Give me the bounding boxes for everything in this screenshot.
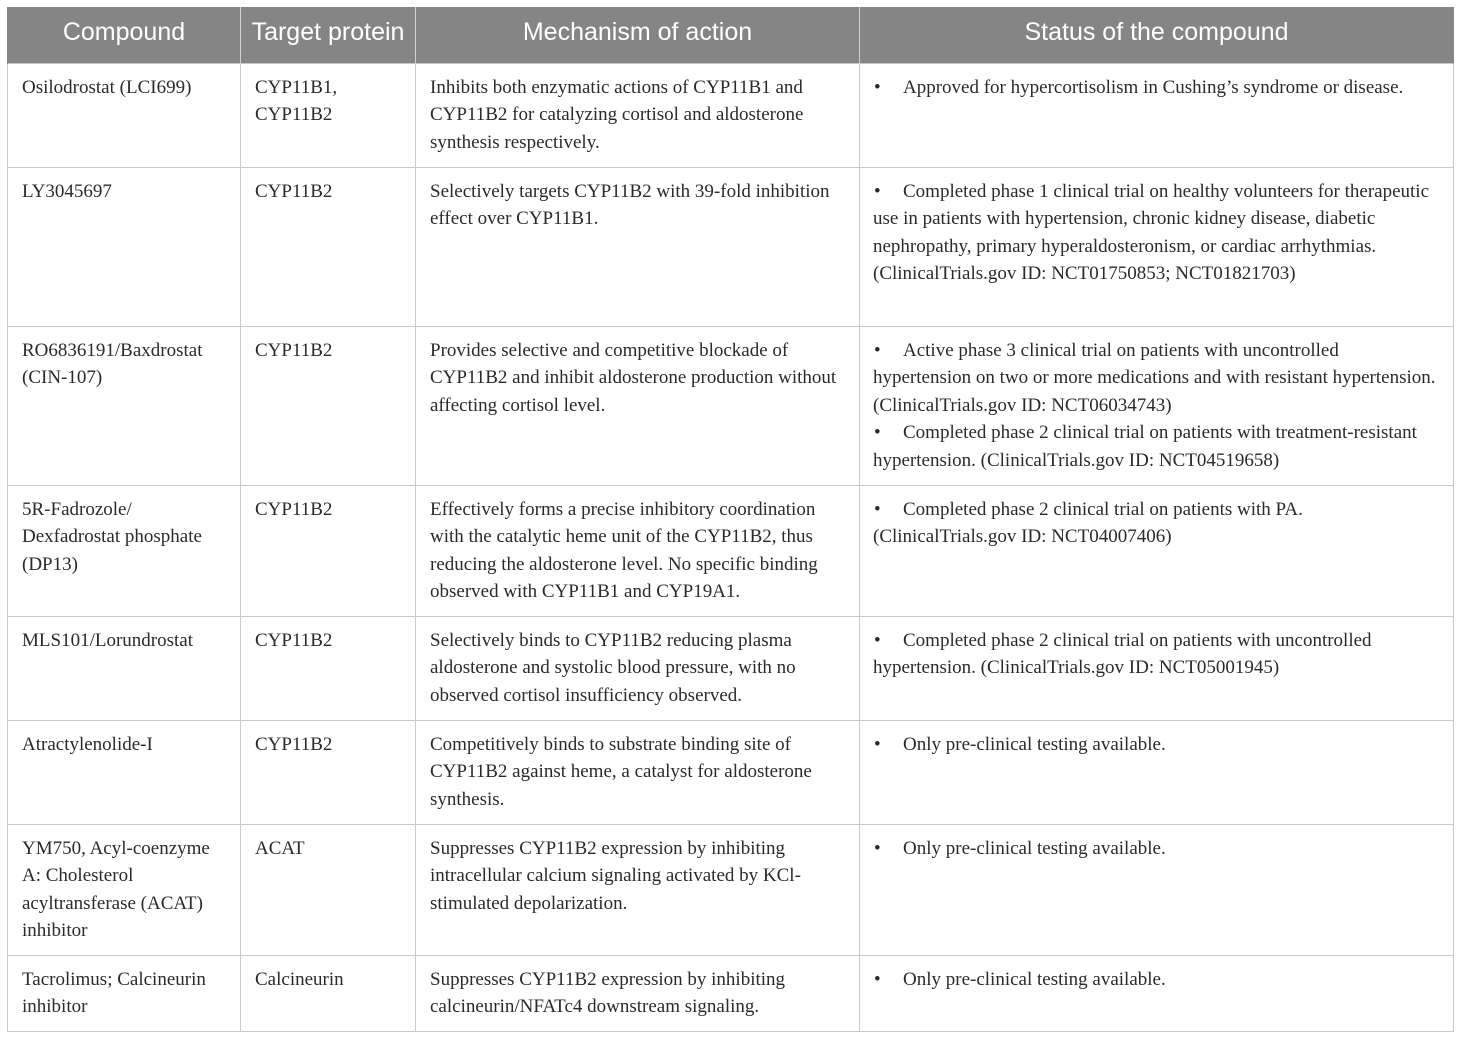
table-row xyxy=(8,167,1454,326)
bullet-icon: • xyxy=(874,498,881,520)
status-cell xyxy=(860,485,1454,616)
compound-cell: Atractylenolide-I xyxy=(8,720,241,824)
table-row xyxy=(8,326,1454,485)
status-cell xyxy=(860,63,1454,167)
bullet-icon: • xyxy=(874,422,881,443)
mechanism-cell: Effectively forms a precise inhibitory coordination with the catalytic heme unit of the CYP11B2, thus reducing the aldosterone level. No specific binding observed with CYP11B1 and CYP19A1. xyxy=(416,485,860,616)
status-item: • Completed phase 2 clinical trial on patients with PA. (ClinicalTrials.gov ID: NCT04007406) xyxy=(873,496,1439,551)
table-row xyxy=(8,485,1454,616)
status-cell xyxy=(860,824,1454,955)
target-cell: CYP11B2 xyxy=(241,720,416,824)
bullet-icon: • xyxy=(874,733,881,755)
header-target-protein: Target protein xyxy=(241,7,416,63)
table-row xyxy=(8,824,1454,955)
mechanism-cell: Competitively binds to substrate binding site of CYP11B2 against heme, a catalyst for aldosterone synthesis. xyxy=(416,720,860,824)
status-item: • Completed phase 2 clinical trial on patients with treatment-resistant hypertension. (ClinicalTrials.gov ID: NCT04519658) xyxy=(873,419,1439,474)
compound-cell: RO6836191/Baxdrostat (CIN-107) xyxy=(8,326,241,485)
target-cell: CYP11B1, CYP11B2 xyxy=(241,63,416,167)
compound-table xyxy=(7,7,1454,1032)
table-row xyxy=(8,720,1454,824)
header-mechanism: Mechanism of action xyxy=(416,7,860,63)
bullet-icon: • xyxy=(874,180,881,202)
table-row xyxy=(8,63,1454,167)
table-row xyxy=(8,955,1454,1031)
target-cell: CYP11B2 xyxy=(241,326,416,485)
header-status: Status of the compound xyxy=(860,7,1454,63)
mechanism-cell: Selectively binds to CYP11B2 reducing plasma aldosterone and systolic blood pressure, with no observed cortisol insufficiency observed. xyxy=(416,616,860,720)
target-cell: CYP11B2 xyxy=(241,485,416,616)
compound-cell: YM750, Acyl-coenzyme A: Cholesterol acyltransferase (ACAT) inhibitor xyxy=(8,824,241,955)
status-cell xyxy=(860,167,1454,326)
mechanism-cell: Suppresses CYP11B2 expression by inhibiting calcineurin/NFATc4 downstream signaling. xyxy=(416,955,860,1031)
status-item: • Only pre-clinical testing available. xyxy=(873,731,1439,759)
bullet-icon: • xyxy=(874,629,881,651)
table-row xyxy=(8,616,1454,720)
status-cell xyxy=(860,955,1454,1031)
bullet-icon: • xyxy=(874,76,881,98)
compound-cell: 5R-Fadrozole/ Dexfadrostat phosphate (DP13) xyxy=(8,485,241,616)
mechanism-cell: Inhibits both enzymatic actions of CYP11B1 and CYP11B2 for catalyzing cortisol and aldosterone synthesis respectively. xyxy=(416,63,860,167)
compound-cell: Osilodrostat (LCI699) xyxy=(8,63,241,167)
compound-cell: Tacrolimus; Calcineurin inhibitor xyxy=(8,955,241,1031)
target-cell: CYP11B2 xyxy=(241,616,416,720)
header-compound: Compound xyxy=(8,7,241,63)
bullet-icon: • xyxy=(874,339,881,361)
target-cell: CYP11B2 xyxy=(241,167,416,326)
status-item: • Active phase 3 clinical trial on patients with uncontrolled hypertension on two or more medications and with resistant hypertension. (ClinicalTrials.gov ID: NCT06034743) xyxy=(873,337,1439,420)
status-item: • Completed phase 1 clinical trial on healthy volunteers for therapeutic use in patients with hypertension, chronic kidney disease, diabetic nephropathy, primary hyperaldosteronism, or cardiac arrhythmias. (ClinicalTrials.gov ID: NCT01750853; NCT01821703) xyxy=(873,178,1439,288)
compound-cell: MLS101/Lorundrostat xyxy=(8,616,241,720)
target-cell: Calcineurin xyxy=(241,955,416,1031)
compound-cell: LY3045697 xyxy=(8,167,241,326)
mechanism-cell: Selectively targets CYP11B2 with 39-fold inhibition effect over CYP11B1. xyxy=(416,167,860,326)
status-item: • Only pre-clinical testing available. xyxy=(873,966,1439,994)
status-item: • Only pre-clinical testing available. xyxy=(873,835,1439,863)
target-cell: ACAT xyxy=(241,824,416,955)
status-cell xyxy=(860,326,1454,485)
status-cell xyxy=(860,720,1454,824)
mechanism-cell: Provides selective and competitive blockade of CYP11B2 and inhibit aldosterone production without affecting cortisol level. xyxy=(416,326,860,485)
status-item: • Completed phase 2 clinical trial on patients with uncontrolled hypertension. (ClinicalTrials.gov ID: NCT05001945) xyxy=(873,627,1439,682)
bullet-icon: • xyxy=(874,968,881,990)
bullet-icon: • xyxy=(874,837,881,859)
header-row xyxy=(8,7,1454,63)
status-item: • Approved for hypercortisolism in Cushing’s syndrome or disease. xyxy=(873,74,1439,102)
mechanism-cell: Suppresses CYP11B2 expression by inhibiting intracellular calcium signaling activated by KCl-stimulated depolarization. xyxy=(416,824,860,955)
status-cell xyxy=(860,616,1454,720)
